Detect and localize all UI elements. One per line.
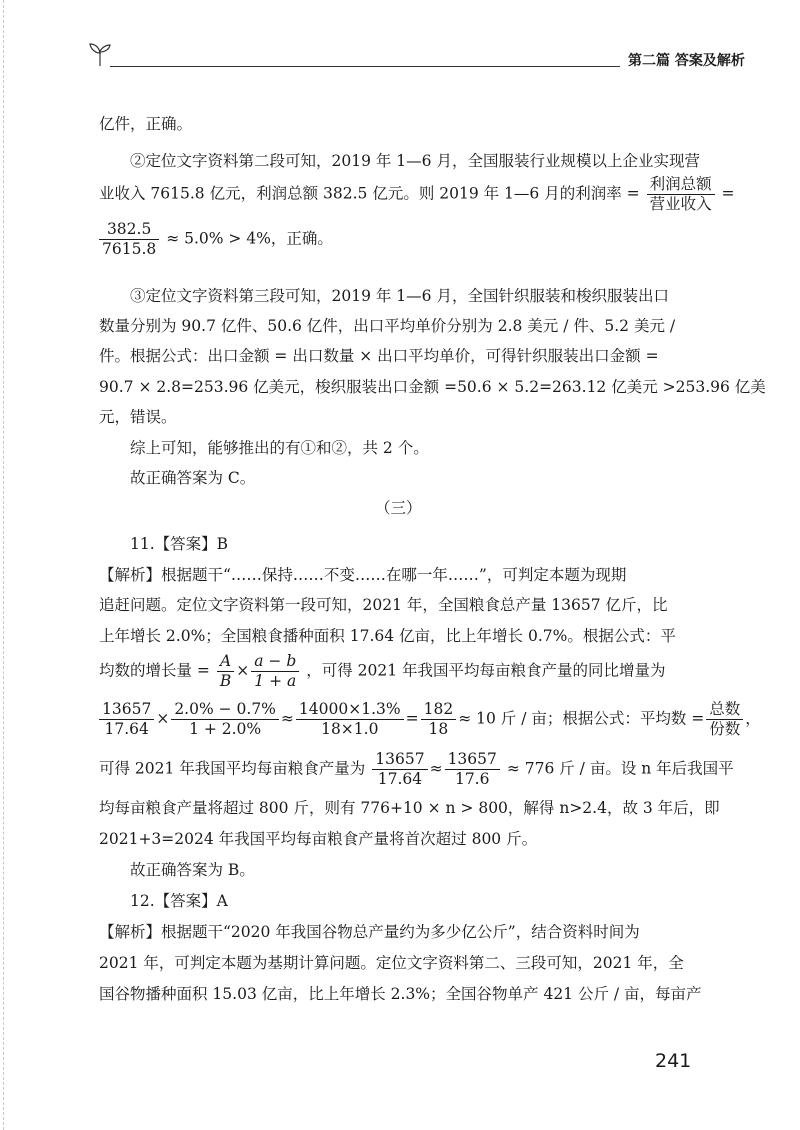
text-line: 上年增长 2.0%；全国粮食播种面积 17.64 亿亩，比上年增长 0.7%。根据公式：平 — [99, 627, 676, 645]
numerator: 182 — [421, 700, 457, 720]
denominator: 18 — [428, 720, 449, 738]
text-line: 【解析】根据题干“……保持……不变……在哪一年……”，可判定本题为现期 — [99, 566, 627, 584]
denominator: 17.6 — [454, 770, 490, 788]
text-run: × — [236, 661, 250, 680]
sprout-icon — [88, 40, 112, 68]
text-run: = — [405, 709, 419, 728]
text-run: ≈ 5.0% > 4%，正确。 — [166, 229, 333, 248]
denominator: B — [219, 672, 232, 690]
text-line: 国谷物播种面积 15.03 亿亩，比上年增长 2.3%；全国谷物单产 421 公斤 / 亩，每亩产 — [99, 985, 702, 1003]
text-line — [99, 220, 333, 259]
text-run: ，可得 2021 年我国平均每亩粮食产量的同比增量为 — [306, 661, 666, 680]
text-line: 故正确答案为 C。 — [130, 469, 256, 487]
text-line: 【解析】根据题干“2020 年我国谷物总产量约为多少亿公斤”，结合资料时间为 — [99, 923, 640, 941]
fraction — [171, 700, 279, 739]
text-line: ③定位文字资料第三段可知，2019 年 1—6 月，全国针织服装和梭织服装出口 — [130, 287, 669, 305]
numerator: 13657 — [99, 700, 154, 720]
fraction — [445, 750, 500, 789]
fraction — [99, 700, 154, 739]
text-run: 均数的增长量 = — [99, 661, 210, 680]
text-line: 故正确答案为 B。 — [130, 861, 255, 879]
text-run: ， — [745, 709, 761, 728]
numerator: 总数 — [706, 700, 743, 720]
text-run: 业收入 7615.8 亿元，利润总额 382.5 亿元。则 2019 年 1—6 月的利润率 = — [99, 184, 640, 203]
denominator: 份数 — [709, 720, 741, 738]
numerator: A — [217, 652, 234, 672]
text-line: 均每亩粮食产量将超过 800 斤，则有 776+10 × n > 800，解得 n>2.4，故 3 年后，即 — [99, 799, 720, 817]
text-line: 90.7 × 2.8=253.96 亿美元，梭织服装出口金额 =50.6 × 5.2=263.12 亿美元 >253.96 亿美 — [99, 378, 766, 396]
text-run: ≈ — [429, 759, 443, 778]
denominator: 17.64 — [104, 720, 149, 738]
text-line: ②定位文字资料第二段可知，2019 年 1—6 月，全国服装行业规模以上企业实现营 — [130, 152, 700, 170]
numerator: 利润总额 — [647, 175, 715, 195]
answer-label: 11.【答案】B — [130, 535, 229, 553]
text-line: 元，错误。 — [99, 408, 177, 426]
denominator: 17.64 — [377, 770, 423, 788]
numerator: 14000×1.3% — [296, 700, 404, 720]
text-run: 可得 2021 年我国平均每亩粮食产量为 — [99, 759, 366, 778]
text-run: ≈ 776 斤 / 亩。设 n 年后我国平 — [506, 759, 734, 778]
fraction — [217, 652, 234, 691]
text-line: 综上可知，能够推出的有①和②，共 2 个。 — [130, 439, 429, 457]
numerator: 13657 — [445, 750, 500, 770]
section-heading: （三） — [375, 499, 422, 517]
numerator: 13657 — [372, 750, 427, 770]
fraction — [296, 700, 404, 739]
text-line — [99, 652, 666, 691]
answer-label: 12.【答案】A — [130, 892, 228, 910]
text-run: × — [156, 709, 170, 728]
denominator: 1 + a — [254, 672, 297, 690]
numerator: 382.5 — [99, 220, 159, 240]
text-line — [99, 700, 761, 739]
page-edge-dashed — [3, 0, 4, 1130]
text-line: 件。根据公式：出口金额 = 出口数量 × 出口平均单价，可得针织服装出口金额 = — [99, 347, 659, 365]
numerator: a − b — [251, 652, 299, 672]
text-line: 2021 年，可判定本题为基期计算问题。定位文字资料第二、三段可知，2021 年，全 — [99, 954, 684, 972]
text-line — [99, 175, 735, 214]
numerator: 2.0% − 0.7% — [171, 700, 279, 720]
fraction — [647, 175, 715, 214]
fraction — [421, 700, 457, 739]
header-rule — [110, 66, 620, 67]
page-header — [88, 38, 745, 72]
text-line: 追赶问题。定位文字资料第一段可知，2021 年，全国粮食总产量 13657 亿斤，比 — [99, 596, 668, 614]
text-line: 2021+3=2024 年我国平均每亩粮食产量将首次超过 800 斤。 — [99, 830, 538, 848]
text-line — [99, 750, 734, 789]
denominator: 营业收入 — [649, 195, 712, 213]
text-line: 数量分别为 90.7 亿件、50.6 亿件，出口平均单价分别为 2.8 美元 / 件、5.2 美元 / — [99, 317, 676, 335]
text-run: ≈ 10 斤 / 亩；根据公式：平均数 = — [458, 709, 705, 728]
header-title: 第二篇 答案及解析 — [628, 53, 745, 69]
fraction — [706, 700, 743, 739]
denominator: 7615.8 — [102, 240, 157, 258]
text-run: ≈ — [280, 709, 294, 728]
fraction — [251, 652, 299, 691]
text-run: = — [721, 184, 735, 203]
page-number: 241 — [655, 1050, 692, 1072]
fraction — [372, 750, 427, 789]
text-line: 亿件，正确。 — [99, 115, 193, 133]
fraction — [99, 220, 159, 259]
denominator: 1 + 2.0% — [189, 720, 262, 738]
denominator: 18×1.0 — [321, 720, 379, 738]
